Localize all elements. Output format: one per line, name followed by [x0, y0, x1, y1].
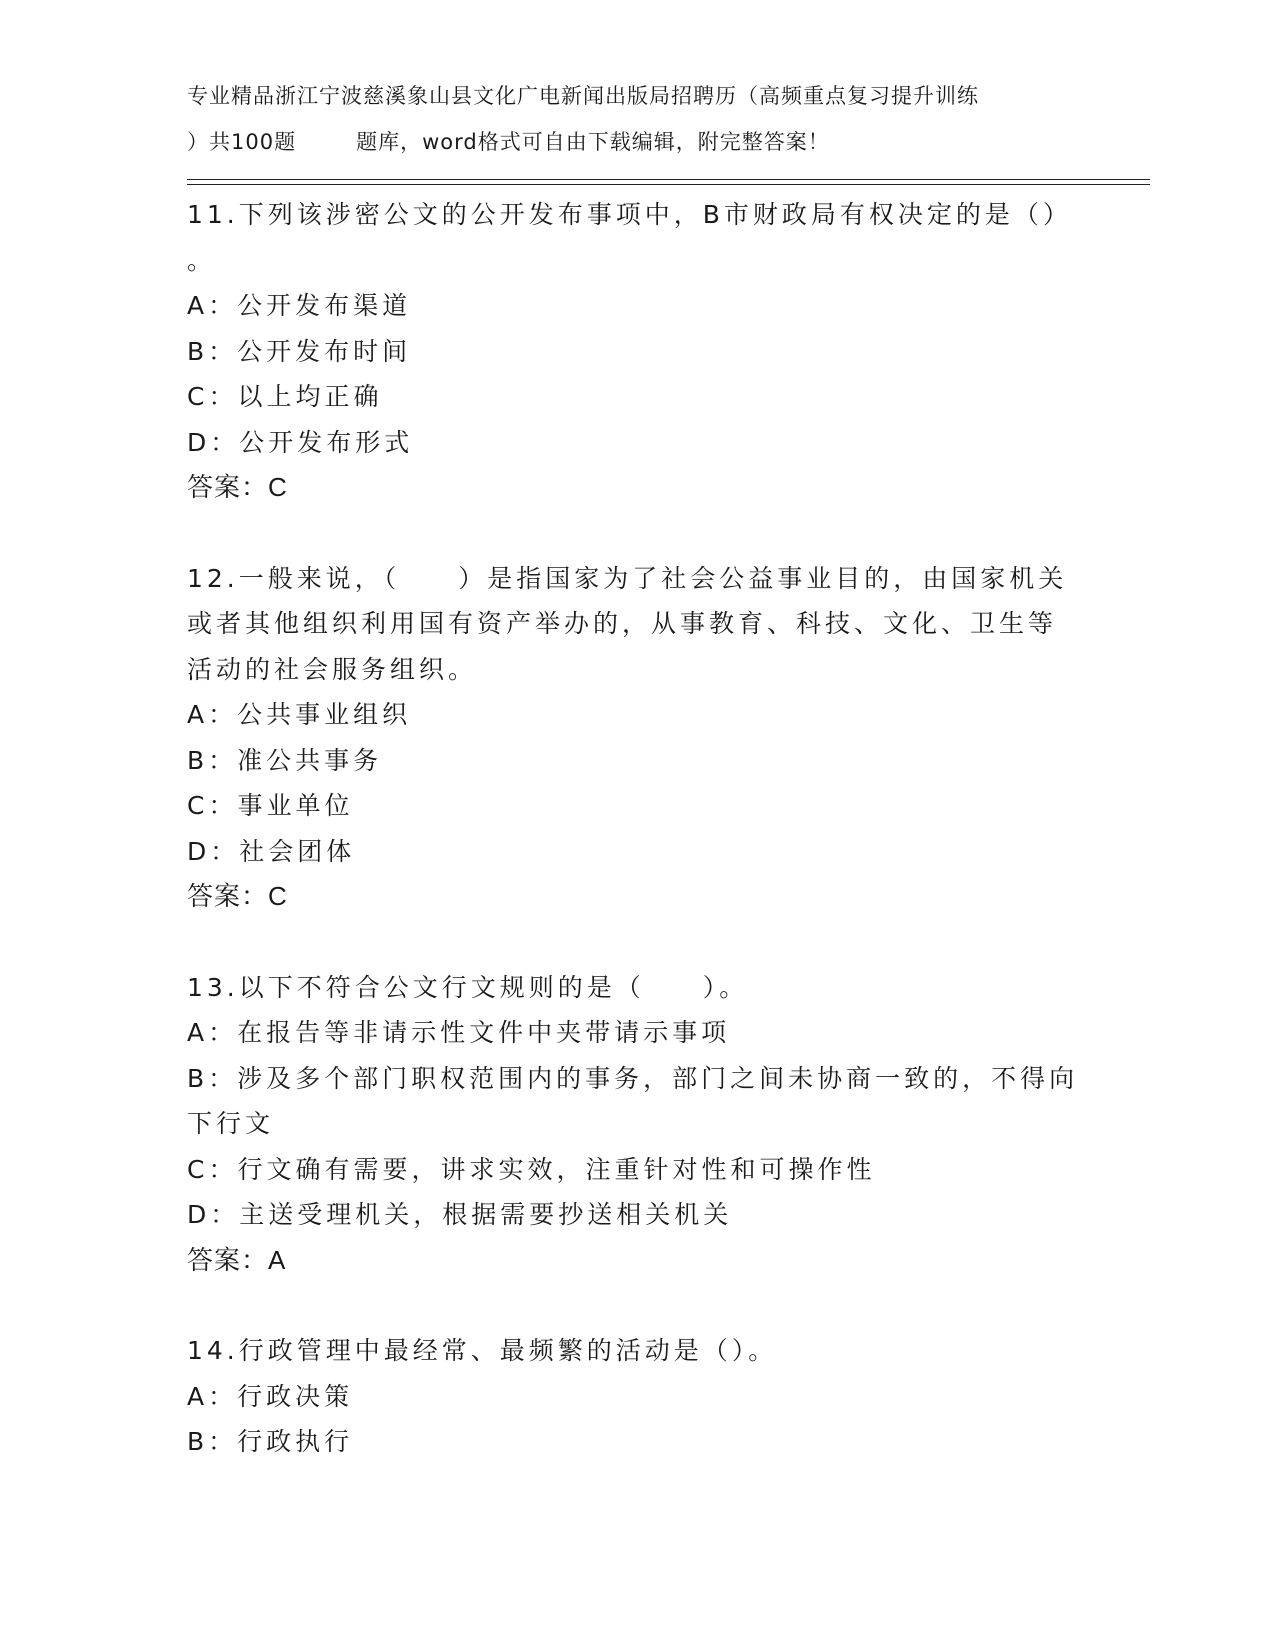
question-stem: 13.以下不符合公文行文规则的是（ ）。 [187, 972, 749, 1002]
header-divider-top [187, 179, 1150, 180]
header-line-2-left: ）共100题 [187, 129, 297, 154]
header-line-1: 专业精品浙江宁波慈溪象山县文化广电新闻出版局招聘历（高频重点复习提升训练 [187, 84, 979, 108]
option-b: B：准公共事务 [187, 745, 383, 775]
option-d: D：公开发布形式 [187, 427, 414, 457]
option-a: A：在报告等非请示性文件中夹带请示事项 [187, 1018, 731, 1047]
header-divider-bottom [187, 184, 1150, 185]
header-line-2-right: 题库，word格式可自由下载编辑，附完整答案！ [356, 129, 830, 154]
option-b-continued: 下行文 [187, 1109, 275, 1138]
option-d: D：社会团体 [187, 836, 356, 866]
option-c: C：行文确有需要，讲求实效，注重针对性和可操作性 [187, 1154, 876, 1184]
option-d: D：主送受理机关，根据需要抄送相关机关 [187, 1200, 733, 1229]
question-stem: 。 [187, 245, 217, 275]
answer: 答案：C [187, 472, 288, 502]
answer: 答案：C [187, 881, 288, 911]
question-list [187, 192, 1087, 1510]
question-stem: 或者其他组织利用国有资产举办的，从事教育、科技、文化、卫生等 [187, 609, 1058, 638]
question-11 [187, 192, 1087, 511]
question-12 [187, 556, 1087, 920]
answer: 答案：A [187, 1244, 287, 1275]
question-13 [187, 965, 1087, 1284]
question-14 [187, 1328, 1087, 1465]
option-b: B：涉及多个部门职权范围内的事务，部门之间未协商一致的，不得向 [187, 1063, 1079, 1093]
option-b: B：行政执行 [187, 1427, 354, 1456]
question-stem: 12.一般来说，（ ）是指国家为了社会公益事业目的，由国家机关 [187, 563, 1068, 593]
document-header [187, 74, 1087, 165]
option-a: A：公共事业组织 [187, 700, 412, 729]
option-c: C：事业单位 [187, 791, 354, 820]
option-a: A：公开发布渠道 [187, 291, 412, 320]
header-line-2 [187, 120, 1087, 166]
option-a: A：行政决策 [187, 1381, 354, 1411]
option-b: B：公开发布时间 [187, 336, 412, 366]
option-c: C：以上均正确 [187, 382, 383, 411]
question-stem: 活动的社会服务组织。 [187, 654, 478, 684]
question-stem: 14.行政管理中最经常、最频繁的活动是（）。 [187, 1336, 778, 1365]
question-stem: 11.下列该涉密公文的公开发布事项中，B市财政局有权决定的是（） [187, 200, 1072, 229]
